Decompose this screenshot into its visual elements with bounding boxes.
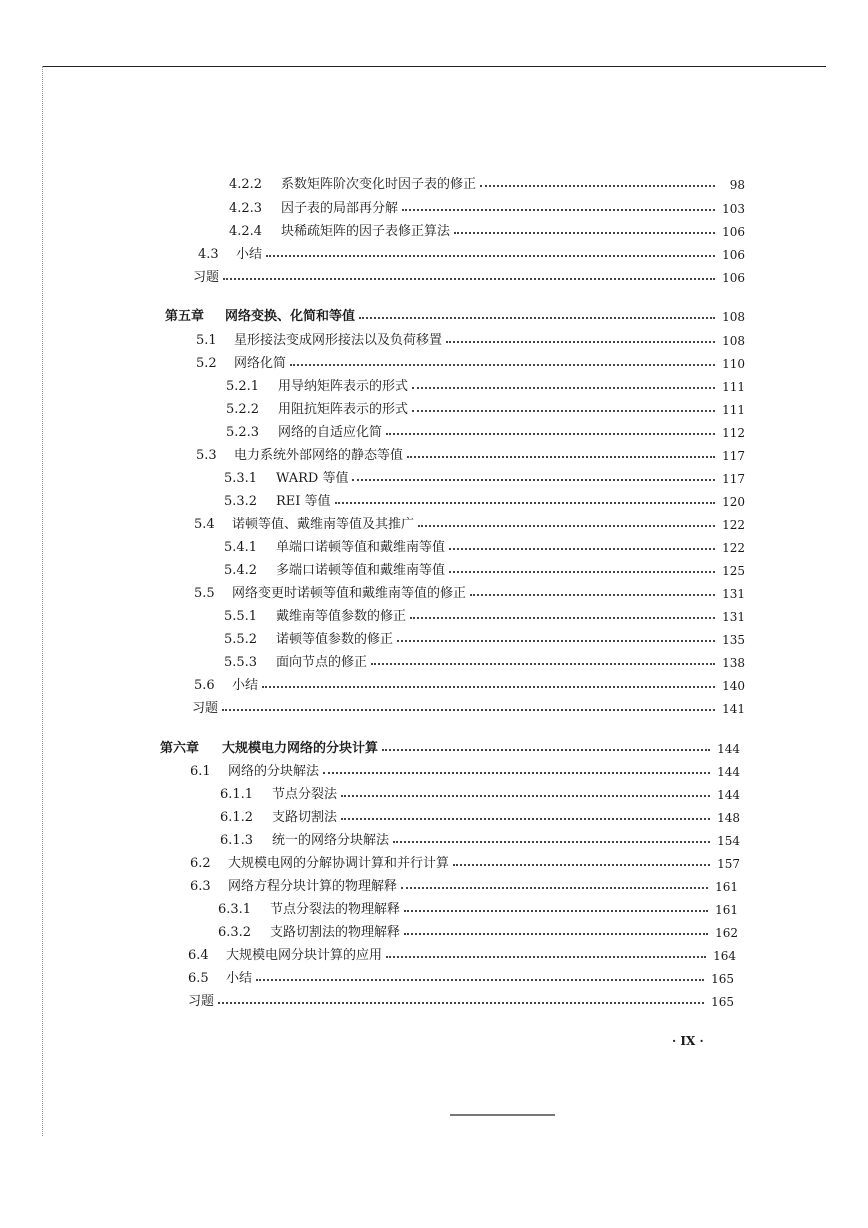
entry-page: 122	[722, 541, 745, 555]
entry-title: 系数矩阵阶次变化时因子表的修正	[281, 177, 477, 192]
entry-number: 5.4.1	[224, 540, 258, 555]
dot-leader	[323, 772, 710, 774]
entry-title: 大规模电网的分解协调计算和并行计算	[228, 856, 450, 871]
dot-leader	[341, 795, 710, 797]
entry-title: 节点分裂法	[272, 787, 338, 802]
toc-chapter-entry	[160, 736, 740, 756]
entry-title: 戴维南等值参数的修正	[276, 609, 407, 624]
entry-number: 4.3	[198, 247, 219, 262]
toc-entry	[194, 512, 745, 532]
toc-entry	[193, 265, 745, 285]
entry-page: 106	[722, 225, 745, 239]
entry-page: 135	[722, 633, 745, 647]
entry-title: 用阻抗矩阵表示的形式	[278, 402, 409, 417]
entry-title: 星形接法变成网形接法以及负荷移置	[234, 333, 443, 348]
toc-entry	[188, 989, 734, 1009]
dot-leader	[386, 956, 706, 958]
dot-leader	[256, 979, 704, 981]
entry-title: 支路切割法的物理解释	[270, 925, 401, 940]
entry-page: 111	[722, 380, 745, 394]
dot-leader	[371, 663, 715, 665]
entry-number: 5.1	[196, 333, 217, 348]
entry-page: 106	[722, 248, 745, 262]
entry-title: 支路切割法	[272, 810, 338, 825]
entry-title: 网络方程分块计算的物理解释	[228, 879, 398, 894]
entry-page: 108	[722, 310, 745, 324]
entry-page: 165	[711, 995, 734, 1009]
entry-page: 117	[722, 449, 745, 463]
dot-leader	[407, 456, 715, 458]
entry-title: 诺顿等值参数的修正	[276, 632, 394, 647]
dot-leader	[404, 910, 708, 912]
entry-page: 161	[715, 903, 738, 917]
dot-leader	[412, 410, 715, 412]
toc-entry	[224, 650, 745, 670]
entry-number: 6.4	[188, 948, 209, 963]
entry-number: 5.2.3	[226, 425, 260, 440]
entry-number: 5.4.2	[224, 563, 258, 578]
entry-page: 148	[717, 811, 740, 825]
entry-title: 统一的网络分块解法	[272, 833, 390, 848]
entry-number: 5.6	[194, 678, 215, 693]
toc-chapter-entry	[165, 304, 745, 324]
dot-leader	[386, 433, 715, 435]
toc-entry	[220, 805, 740, 825]
entry-page: 144	[717, 788, 740, 802]
dot-leader	[382, 749, 710, 751]
dot-leader	[412, 387, 715, 389]
entry-number: 5.2.1	[226, 379, 260, 394]
dot-leader	[341, 818, 710, 820]
entry-number: 5.3.1	[224, 471, 258, 486]
entry-number: 4.2.4	[229, 224, 263, 239]
toc-entry	[190, 874, 738, 894]
toc-entry	[220, 782, 740, 802]
toc-entry	[194, 581, 745, 601]
page-folio: · IX ·	[672, 1034, 704, 1048]
entry-number: 5.3	[196, 448, 217, 463]
dot-leader	[359, 317, 715, 319]
entry-title: 网络化简	[234, 356, 287, 371]
dot-leader	[418, 525, 715, 527]
dot-leader	[446, 341, 715, 343]
toc-entry	[226, 397, 745, 417]
toc-entry	[229, 219, 745, 239]
entry-page: 112	[722, 426, 745, 440]
toc-entry	[190, 759, 740, 779]
entry-page: 154	[717, 834, 740, 848]
entry-number: 5.2	[196, 356, 217, 371]
entry-number: 6.5	[188, 971, 209, 986]
entry-page: 106	[722, 271, 745, 285]
dot-leader	[262, 686, 715, 688]
toc-entry	[218, 897, 738, 917]
dot-leader	[397, 640, 715, 642]
dot-leader	[480, 185, 715, 187]
dot-leader	[222, 709, 715, 711]
entry-title: 网络的分块解法	[228, 764, 320, 779]
toc-entry	[218, 920, 738, 940]
entry-number: 5.2.2	[226, 402, 260, 417]
dot-leader	[352, 479, 715, 481]
toc-entry	[229, 196, 745, 216]
entry-number: 5.5.2	[224, 632, 258, 647]
entry-title: 电力系统外部网络的静态等值	[234, 448, 404, 463]
entry-number: 5.5.3	[224, 655, 258, 670]
toc-entry	[220, 828, 740, 848]
entry-number: 5.5.1	[224, 609, 258, 624]
entry-number: 5.5	[194, 586, 215, 601]
entry-page: 138	[722, 656, 745, 670]
toc-entry	[188, 943, 736, 963]
entry-page: 125	[722, 564, 745, 578]
entry-page: 108	[722, 334, 745, 348]
dot-leader	[290, 364, 715, 366]
dot-leader	[404, 933, 708, 935]
entry-title: 单端口诺顿等值和戴维南等值	[276, 540, 446, 555]
entry-page: 165	[711, 972, 734, 986]
dot-leader	[410, 617, 715, 619]
entry-title: WARD 等值	[276, 471, 349, 486]
chapter-number: 第五章	[165, 309, 205, 324]
entry-title: 网络的自适应化简	[278, 425, 383, 440]
dot-leader	[401, 887, 708, 889]
entry-page: 103	[722, 202, 745, 216]
entry-number: 5.4	[194, 517, 215, 532]
toc-entry	[194, 673, 745, 693]
entry-page: 144	[717, 765, 740, 779]
dot-leader	[402, 209, 715, 211]
entry-number: 4.2.3	[229, 201, 263, 216]
entry-number: 6.1.1	[220, 787, 254, 802]
entry-title: 面向节点的修正	[276, 655, 368, 670]
entry-number: 6.1.2	[220, 810, 254, 825]
dot-leader	[454, 232, 715, 234]
entry-page: 161	[715, 880, 738, 894]
dot-leader	[393, 841, 710, 843]
entry-number: 6.3	[190, 879, 211, 894]
entry-title: 大规模电网分块计算的应用	[226, 948, 383, 963]
entry-page: 144	[717, 742, 740, 756]
toc-entry	[226, 374, 745, 394]
toc-entry	[229, 172, 745, 192]
entry-title: 习题	[188, 994, 215, 1009]
toc-entry	[224, 627, 745, 647]
entry-number: 6.1.3	[220, 833, 254, 848]
scan-mark	[450, 1114, 555, 1116]
toc-entry	[224, 466, 745, 486]
entry-title: REI 等值	[276, 494, 331, 509]
entry-title: 块稀疏矩阵的因子表修正算法	[281, 224, 451, 239]
dot-leader	[453, 864, 710, 866]
entry-page: 157	[717, 857, 740, 871]
toc-entry	[224, 604, 745, 624]
dot-leader	[266, 255, 715, 257]
entry-title: 网络变更时诺顿等值和戴维南等值的修正	[232, 586, 467, 601]
entry-page: 141	[722, 702, 745, 716]
toc-entry	[188, 966, 734, 986]
toc-entry	[224, 558, 745, 578]
entry-page: 120	[722, 495, 745, 509]
entry-title: 小结	[232, 678, 259, 693]
entry-number: 6.3.2	[218, 925, 252, 940]
toc-entry	[224, 489, 745, 509]
entry-page: 111	[722, 403, 745, 417]
entry-page: 122	[722, 518, 745, 532]
toc-entry	[198, 242, 745, 262]
entry-number: 5.3.2	[224, 494, 258, 509]
entry-title: 小结	[226, 971, 253, 986]
entry-title: 多端口诺顿等值和戴维南等值	[276, 563, 446, 578]
entry-title: 小结	[236, 247, 263, 262]
toc-entry	[224, 535, 745, 555]
dot-leader	[470, 594, 715, 596]
entry-title: 习题	[193, 270, 220, 285]
entry-title: 诺顿等值、戴维南等值及其推广	[232, 517, 415, 532]
entry-page: 110	[722, 357, 745, 371]
entry-title: 节点分裂法的物理解释	[270, 902, 401, 917]
chapter-title: 大规模电力网络的分块计算	[222, 741, 379, 756]
entry-number: 6.1	[190, 764, 211, 779]
toc-entry	[196, 328, 745, 348]
toc-entry	[226, 420, 745, 440]
entry-title: 用导纳矩阵表示的形式	[278, 379, 409, 394]
chapter-title: 网络变换、化简和等值	[225, 309, 356, 324]
dot-leader	[449, 571, 715, 573]
chapter-number: 第六章	[160, 741, 200, 756]
entry-page: 117	[722, 472, 745, 486]
dot-leader	[223, 278, 715, 280]
toc-entry	[196, 351, 745, 371]
entry-page: 164	[713, 949, 736, 963]
entry-number: 4.2.2	[229, 177, 263, 192]
toc-entry	[196, 443, 745, 463]
entry-title: 因子表的局部再分解	[281, 201, 399, 216]
toc-entry	[192, 696, 745, 716]
dot-leader	[218, 1002, 704, 1004]
entry-page: 98	[729, 178, 745, 192]
toc-entry	[190, 851, 740, 871]
entry-page: 131	[722, 610, 745, 624]
entry-title: 习题	[192, 701, 219, 716]
entry-page: 162	[715, 926, 738, 940]
entry-number: 6.2	[190, 856, 211, 871]
entry-page: 131	[722, 587, 745, 601]
entry-number: 6.3.1	[218, 902, 252, 917]
dot-leader	[335, 502, 715, 504]
dot-leader	[449, 548, 715, 550]
entry-page: 140	[722, 679, 745, 693]
